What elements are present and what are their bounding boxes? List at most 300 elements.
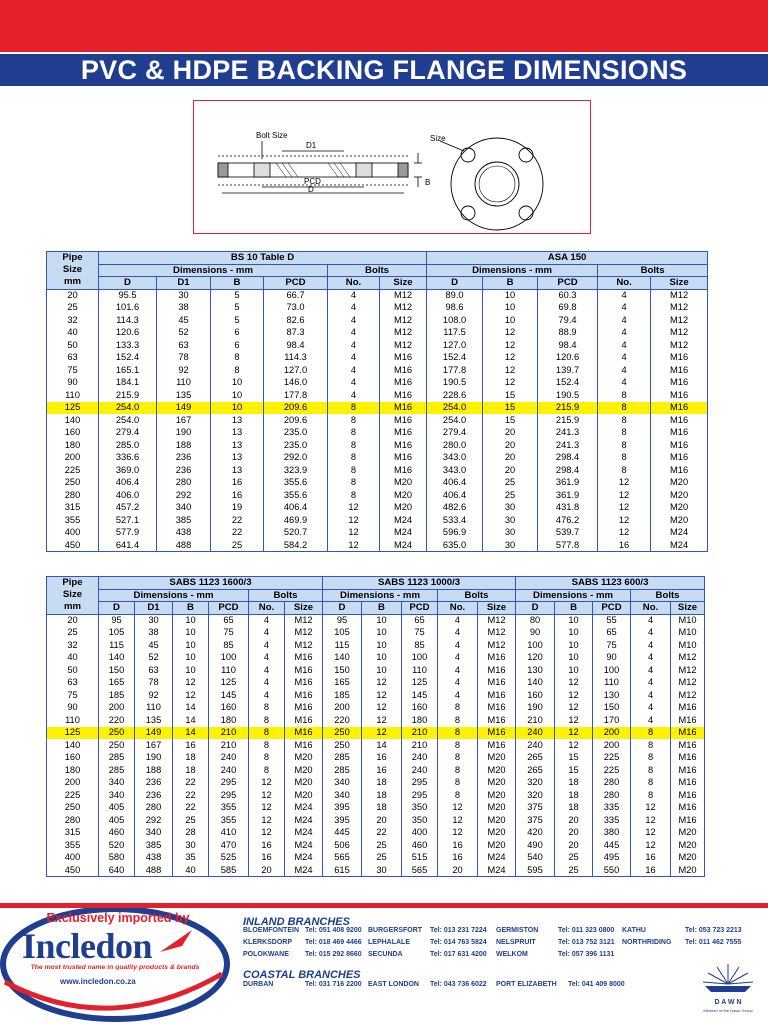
table-cell: 200 bbox=[593, 739, 631, 752]
table-cell: 25 bbox=[483, 489, 538, 502]
table-cell: 13 bbox=[211, 464, 264, 477]
size-label: Size bbox=[430, 134, 446, 143]
table-cell: 4 bbox=[631, 614, 671, 627]
table-cell: 361.9 bbox=[538, 477, 598, 490]
table-row bbox=[47, 364, 708, 377]
table-cell: 12 bbox=[249, 814, 285, 827]
table-cell: M12 bbox=[380, 314, 427, 327]
table-cell: 180 bbox=[209, 714, 249, 727]
sabs1123-table bbox=[46, 576, 705, 877]
table-cell: M12 bbox=[285, 639, 323, 652]
table-cell: 405 bbox=[99, 802, 135, 815]
table-cell: 550 bbox=[593, 864, 631, 877]
table-cell: 69.8 bbox=[538, 302, 598, 315]
table-cell: 240 bbox=[402, 764, 438, 777]
table-cell: M10 bbox=[671, 614, 705, 627]
table-cell: M20 bbox=[478, 789, 516, 802]
table-cell: 14 bbox=[362, 739, 402, 752]
table-cell: 35 bbox=[173, 852, 209, 865]
table-cell: 92 bbox=[157, 364, 211, 377]
table-cell: 16 bbox=[598, 539, 651, 552]
table-cell: 78 bbox=[157, 352, 211, 365]
table-cell: 8 bbox=[598, 452, 651, 465]
table-cell: 4 bbox=[249, 639, 285, 652]
table-cell: 8 bbox=[631, 727, 671, 740]
table-cell: M12 bbox=[671, 689, 705, 702]
table-cell: 8 bbox=[438, 789, 478, 802]
table-cell: 4 bbox=[328, 377, 380, 390]
table-row bbox=[47, 402, 708, 415]
column-header: D bbox=[323, 602, 362, 615]
table-cell: 80 bbox=[516, 614, 555, 627]
branch-phone: Tel: 043 736 6022 bbox=[430, 981, 487, 988]
table-cell: 540 bbox=[516, 852, 555, 865]
table-cell: 8 bbox=[249, 702, 285, 715]
table-cell: 215.9 bbox=[99, 389, 157, 402]
table-cell: 12 bbox=[598, 477, 651, 490]
table-row bbox=[47, 489, 708, 502]
table-cell: 12 bbox=[631, 802, 671, 815]
table-cell: 149 bbox=[157, 402, 211, 415]
table-cell: 10 bbox=[483, 289, 538, 302]
table-cell: 75 bbox=[593, 639, 631, 652]
table-cell: 20 bbox=[483, 464, 538, 477]
table-cell: M16 bbox=[671, 702, 705, 715]
table-cell: 25 bbox=[173, 814, 209, 827]
table-cell: 185 bbox=[99, 689, 135, 702]
table-cell: 117.5 bbox=[427, 327, 483, 340]
brand-tagline: The most trusted name in quality products & brands bbox=[30, 964, 200, 971]
table-cell: M12 bbox=[380, 327, 427, 340]
column-header: B bbox=[362, 602, 402, 615]
table-row bbox=[47, 839, 705, 852]
table-cell: 75 bbox=[47, 689, 99, 702]
table-cell: 115 bbox=[99, 639, 135, 652]
table-row bbox=[47, 789, 705, 802]
dimensions-header: Dimensions - mm bbox=[99, 264, 328, 277]
table-cell: 635.0 bbox=[427, 539, 483, 552]
table-cell: 209.6 bbox=[264, 402, 328, 415]
table-cell: 4 bbox=[631, 714, 671, 727]
table-cell: 98.4 bbox=[538, 339, 598, 352]
table-cell: 190.5 bbox=[538, 389, 598, 402]
table-cell: 25 bbox=[47, 302, 99, 315]
table-cell: 236 bbox=[135, 789, 173, 802]
table-cell: 469.9 bbox=[264, 514, 328, 527]
table-cell: 18 bbox=[362, 777, 402, 790]
column-header: B bbox=[211, 277, 264, 290]
table-row bbox=[47, 339, 708, 352]
branch-phone: Tel: 018 469 4466 bbox=[305, 939, 362, 946]
table-row bbox=[47, 727, 705, 740]
table-cell: 4 bbox=[328, 327, 380, 340]
table-cell: 16 bbox=[631, 864, 671, 877]
table-cell: M24 bbox=[651, 527, 708, 540]
table-cell: 295 bbox=[402, 777, 438, 790]
table-cell: 460 bbox=[99, 827, 135, 840]
table-cell: 445 bbox=[593, 839, 631, 852]
table-cell: M20 bbox=[478, 777, 516, 790]
table-cell: 4 bbox=[598, 302, 651, 315]
table-cell: 250 bbox=[99, 727, 135, 740]
table-cell: 167 bbox=[157, 414, 211, 427]
table-cell: M16 bbox=[478, 702, 516, 715]
table-cell: 4 bbox=[438, 689, 478, 702]
column-header: PCD bbox=[593, 602, 631, 615]
table-cell: 4 bbox=[598, 364, 651, 377]
table-cell: 12 bbox=[555, 689, 593, 702]
table-cell: 200 bbox=[47, 777, 99, 790]
table-cell: 320 bbox=[516, 789, 555, 802]
table-cell: M16 bbox=[285, 677, 323, 690]
column-header: No. bbox=[631, 602, 671, 615]
table-cell: 298.4 bbox=[538, 452, 598, 465]
table-cell: M20 bbox=[380, 489, 427, 502]
branch-phone: Tel: 013 752 3121 bbox=[558, 939, 615, 946]
table-cell: 355 bbox=[209, 802, 249, 815]
table-cell: 145 bbox=[402, 689, 438, 702]
table-cell: 16 bbox=[249, 839, 285, 852]
table-cell: 4 bbox=[631, 652, 671, 665]
table-cell: 4 bbox=[598, 314, 651, 327]
table-cell: 200 bbox=[323, 702, 362, 715]
table-cell: 25 bbox=[483, 477, 538, 490]
table-cell: 4 bbox=[249, 652, 285, 665]
table-cell: 30 bbox=[173, 839, 209, 852]
table-cell: 4 bbox=[631, 639, 671, 652]
table-row bbox=[47, 439, 708, 452]
table-cell: 8 bbox=[438, 739, 478, 752]
table-cell: 250 bbox=[323, 739, 362, 752]
table-cell: 4 bbox=[328, 352, 380, 365]
table-cell: 82.6 bbox=[264, 314, 328, 327]
table-cell: 14 bbox=[173, 727, 209, 740]
table-cell: M24 bbox=[285, 814, 323, 827]
table-cell: 55 bbox=[593, 614, 631, 627]
table-cell: 160 bbox=[209, 702, 249, 715]
table-cell: 12 bbox=[249, 802, 285, 815]
table-cell: M24 bbox=[285, 839, 323, 852]
coastal-branches-heading: COASTAL BRANCHES bbox=[243, 969, 361, 981]
table-cell: 45 bbox=[135, 639, 173, 652]
table-cell: 20 bbox=[483, 427, 538, 440]
table-cell: 10 bbox=[362, 652, 402, 665]
table-cell: 90 bbox=[593, 652, 631, 665]
table-row bbox=[47, 414, 708, 427]
branch-name: EAST LONDON bbox=[368, 981, 419, 988]
table-cell: 395 bbox=[323, 814, 362, 827]
table-cell: M16 bbox=[478, 664, 516, 677]
table-cell: 139.7 bbox=[538, 364, 598, 377]
branch-phone: Tel: 011 462 7555 bbox=[685, 939, 742, 946]
table-cell: 410 bbox=[209, 827, 249, 840]
table-cell: 12 bbox=[173, 689, 209, 702]
table-cell: 336.6 bbox=[99, 452, 157, 465]
table-cell: 8 bbox=[438, 752, 478, 765]
branch-name: POLOKWANE bbox=[243, 951, 289, 958]
table-cell: 20 bbox=[483, 439, 538, 452]
table-cell: 20 bbox=[555, 839, 593, 852]
branch-name: BURGERSFORT bbox=[368, 927, 423, 934]
table-cell: 18 bbox=[173, 752, 209, 765]
top-red-band bbox=[0, 0, 768, 52]
table-cell: 25 bbox=[555, 852, 593, 865]
table-cell: M24 bbox=[380, 514, 427, 527]
table-cell: 250 bbox=[47, 477, 99, 490]
table-row bbox=[47, 739, 705, 752]
pipe-size-header: Pipe Size mm bbox=[47, 577, 99, 615]
table-cell: 32 bbox=[47, 314, 99, 327]
table-cell: M16 bbox=[380, 364, 427, 377]
branch-name: SECUNDA bbox=[368, 951, 403, 958]
table-cell: 340 bbox=[99, 777, 135, 790]
table-cell: 506 bbox=[323, 839, 362, 852]
table-cell: 4 bbox=[249, 677, 285, 690]
table-cell: 10 bbox=[483, 314, 538, 327]
table-cell: 18 bbox=[362, 802, 402, 815]
table-cell: 127.0 bbox=[427, 339, 483, 352]
branch-phone: Tel: 057 396 1131 bbox=[558, 951, 615, 958]
table-cell: 250 bbox=[99, 739, 135, 752]
table-cell: 30 bbox=[483, 527, 538, 540]
branch-name: DURBAN bbox=[243, 981, 274, 988]
table-cell: 12 bbox=[598, 514, 651, 527]
table-cell: 250 bbox=[47, 802, 99, 815]
table-cell: 438 bbox=[135, 852, 173, 865]
table-cell: M16 bbox=[380, 352, 427, 365]
column-header: Size bbox=[671, 602, 705, 615]
table-cell: 160 bbox=[47, 752, 99, 765]
table-cell: 8 bbox=[598, 414, 651, 427]
table-cell: 200 bbox=[99, 702, 135, 715]
table-cell: 12 bbox=[555, 702, 593, 715]
branch-phone: Tel: 053 723 2213 bbox=[685, 927, 742, 934]
table-cell: M12 bbox=[285, 627, 323, 640]
branch-name: PORT ELIZABETH bbox=[496, 981, 557, 988]
table-cell: 8 bbox=[598, 464, 651, 477]
table-cell: 420 bbox=[516, 827, 555, 840]
table-cell: 406.4 bbox=[99, 477, 157, 490]
table-cell: 8 bbox=[438, 727, 478, 740]
column-header: B bbox=[483, 277, 538, 290]
table-cell: 355 bbox=[47, 839, 99, 852]
table-cell: 565 bbox=[323, 852, 362, 865]
table-cell: 8 bbox=[631, 752, 671, 765]
table-cell: M16 bbox=[651, 452, 708, 465]
table-cell: 16 bbox=[211, 489, 264, 502]
table-cell: 125 bbox=[47, 402, 99, 415]
table-cell: 8 bbox=[631, 739, 671, 752]
table-cell: 12 bbox=[328, 502, 380, 515]
table-cell: M12 bbox=[478, 639, 516, 652]
table-cell: 361.9 bbox=[538, 489, 598, 502]
table-cell: 615 bbox=[323, 864, 362, 877]
table-cell: M20 bbox=[285, 777, 323, 790]
table-cell: 10 bbox=[173, 652, 209, 665]
table-cell: M24 bbox=[285, 852, 323, 865]
table-cell: 16 bbox=[631, 852, 671, 865]
table-cell: 375 bbox=[516, 814, 555, 827]
table-cell: 279.4 bbox=[99, 427, 157, 440]
table-cell: 10 bbox=[555, 652, 593, 665]
table-cell: 241.3 bbox=[538, 427, 598, 440]
table-cell: 490 bbox=[516, 839, 555, 852]
table-row bbox=[47, 527, 708, 540]
table-cell: 240 bbox=[516, 739, 555, 752]
table-cell: M12 bbox=[651, 327, 708, 340]
table-cell: 20 bbox=[483, 452, 538, 465]
table-cell: 89.0 bbox=[427, 289, 483, 302]
table-cell: 65 bbox=[402, 614, 438, 627]
table-cell: 177.8 bbox=[427, 364, 483, 377]
table-cell: M12 bbox=[651, 339, 708, 352]
table-cell: 125 bbox=[47, 727, 99, 740]
table-cell: 40 bbox=[173, 864, 209, 877]
table-cell: 292.0 bbox=[264, 452, 328, 465]
table-cell: 405 bbox=[99, 814, 135, 827]
table-cell: 12 bbox=[483, 377, 538, 390]
table-cell: M24 bbox=[285, 864, 323, 877]
bs10-asa150-table bbox=[46, 251, 708, 552]
table-cell: 170 bbox=[593, 714, 631, 727]
table-cell: 4 bbox=[631, 664, 671, 677]
table-cell: 8 bbox=[631, 789, 671, 802]
table-cell: 10 bbox=[555, 627, 593, 640]
table-cell: M16 bbox=[651, 389, 708, 402]
table-cell: 85 bbox=[209, 639, 249, 652]
table-cell: 215.9 bbox=[538, 414, 598, 427]
branch-name: KATHU bbox=[622, 927, 646, 934]
asa150-header: ASA 150 bbox=[427, 252, 708, 265]
table-cell: 8 bbox=[631, 764, 671, 777]
table-cell: 177.8 bbox=[264, 389, 328, 402]
table-cell: 292 bbox=[135, 814, 173, 827]
table-cell: M16 bbox=[671, 764, 705, 777]
table-cell: M16 bbox=[380, 414, 427, 427]
table-cell: 280 bbox=[593, 789, 631, 802]
table-cell: 16 bbox=[438, 839, 478, 852]
table-cell: 145 bbox=[209, 689, 249, 702]
table-cell: M16 bbox=[651, 439, 708, 452]
table-cell: M24 bbox=[478, 852, 516, 865]
table-cell: 8 bbox=[249, 764, 285, 777]
table-cell: 63 bbox=[157, 339, 211, 352]
table-cell: M20 bbox=[651, 514, 708, 527]
table-row bbox=[47, 752, 705, 765]
table-cell: 457.2 bbox=[99, 502, 157, 515]
table-cell: 335 bbox=[593, 814, 631, 827]
table-cell: 254.0 bbox=[99, 414, 157, 427]
table-cell: 539.7 bbox=[538, 527, 598, 540]
table-row bbox=[47, 477, 708, 490]
table-cell: M16 bbox=[285, 664, 323, 677]
table-cell: 280 bbox=[157, 477, 211, 490]
table-cell: 343.0 bbox=[427, 452, 483, 465]
table-cell: 10 bbox=[211, 389, 264, 402]
table-cell: 12 bbox=[328, 527, 380, 540]
table-row bbox=[47, 714, 705, 727]
table-cell: M20 bbox=[285, 764, 323, 777]
table-cell: 150 bbox=[99, 664, 135, 677]
table-cell: 285.0 bbox=[99, 439, 157, 452]
table-cell: 25 bbox=[362, 839, 402, 852]
column-header: PCD bbox=[538, 277, 598, 290]
table-cell: 12 bbox=[438, 827, 478, 840]
website-link[interactable]: www.incledon.co.za bbox=[60, 977, 136, 986]
table-cell: 8 bbox=[631, 777, 671, 790]
table-cell: 100 bbox=[209, 652, 249, 665]
table-cell: 438 bbox=[157, 527, 211, 540]
table-cell: 75 bbox=[47, 364, 99, 377]
table-cell: 133.3 bbox=[99, 339, 157, 352]
table-cell: 450 bbox=[47, 539, 99, 552]
table-row bbox=[47, 664, 705, 677]
table-cell: M20 bbox=[671, 827, 705, 840]
table-cell: 400 bbox=[47, 527, 99, 540]
table-cell: 6 bbox=[211, 327, 264, 340]
table-cell: 8 bbox=[249, 727, 285, 740]
table-cell: 12 bbox=[362, 689, 402, 702]
table-cell: 280 bbox=[47, 489, 99, 502]
table-cell: 210 bbox=[402, 739, 438, 752]
table-cell: 488 bbox=[157, 539, 211, 552]
table-cell: 350 bbox=[402, 802, 438, 815]
table-cell: 8 bbox=[438, 764, 478, 777]
table-cell: 4 bbox=[631, 627, 671, 640]
table-row bbox=[47, 827, 705, 840]
table-cell: 90 bbox=[47, 702, 99, 715]
table-cell: 152.4 bbox=[99, 352, 157, 365]
branch-phone: Tel: 011 323 0800 bbox=[558, 927, 615, 934]
table-cell: 285 bbox=[323, 752, 362, 765]
table-cell: 19 bbox=[211, 502, 264, 515]
table-cell: 10 bbox=[555, 639, 593, 652]
table-cell: 135 bbox=[135, 714, 173, 727]
table-cell: 140 bbox=[516, 677, 555, 690]
table-cell: 4 bbox=[249, 689, 285, 702]
table-cell: 584.2 bbox=[264, 539, 328, 552]
table-cell: 395 bbox=[323, 802, 362, 815]
column-header: No. bbox=[328, 277, 380, 290]
table-cell: 8 bbox=[328, 439, 380, 452]
column-header: No. bbox=[438, 602, 478, 615]
table-cell: 400 bbox=[402, 827, 438, 840]
column-header: No. bbox=[249, 602, 285, 615]
table-cell: 406.0 bbox=[99, 489, 157, 502]
pcd-label: PCD bbox=[304, 177, 321, 186]
branch-phone: Tel: 014 763 5824 bbox=[430, 939, 487, 946]
table-cell: 340 bbox=[157, 502, 211, 515]
table-cell: 369.0 bbox=[99, 464, 157, 477]
table-cell: M12 bbox=[671, 652, 705, 665]
table-cell: M16 bbox=[380, 389, 427, 402]
table-cell: 340 bbox=[99, 789, 135, 802]
table-cell: 406.4 bbox=[427, 477, 483, 490]
table-cell: 160 bbox=[47, 427, 99, 440]
table-cell: 280 bbox=[593, 777, 631, 790]
table-cell: 210 bbox=[402, 727, 438, 740]
table-cell: 4 bbox=[438, 652, 478, 665]
table-cell: 254.0 bbox=[99, 402, 157, 415]
sabs-1600-header: SABS 1123 1600/3 bbox=[99, 577, 323, 590]
branch-phone: Tel: 031 716 2200 bbox=[305, 981, 362, 988]
table-cell: 12 bbox=[362, 727, 402, 740]
branch-phone: Tel: 015 292 8660 bbox=[305, 951, 362, 958]
table-cell: 20 bbox=[555, 827, 593, 840]
table-cell: 4 bbox=[598, 352, 651, 365]
table-cell: M20 bbox=[671, 852, 705, 865]
column-header: Size bbox=[651, 277, 708, 290]
